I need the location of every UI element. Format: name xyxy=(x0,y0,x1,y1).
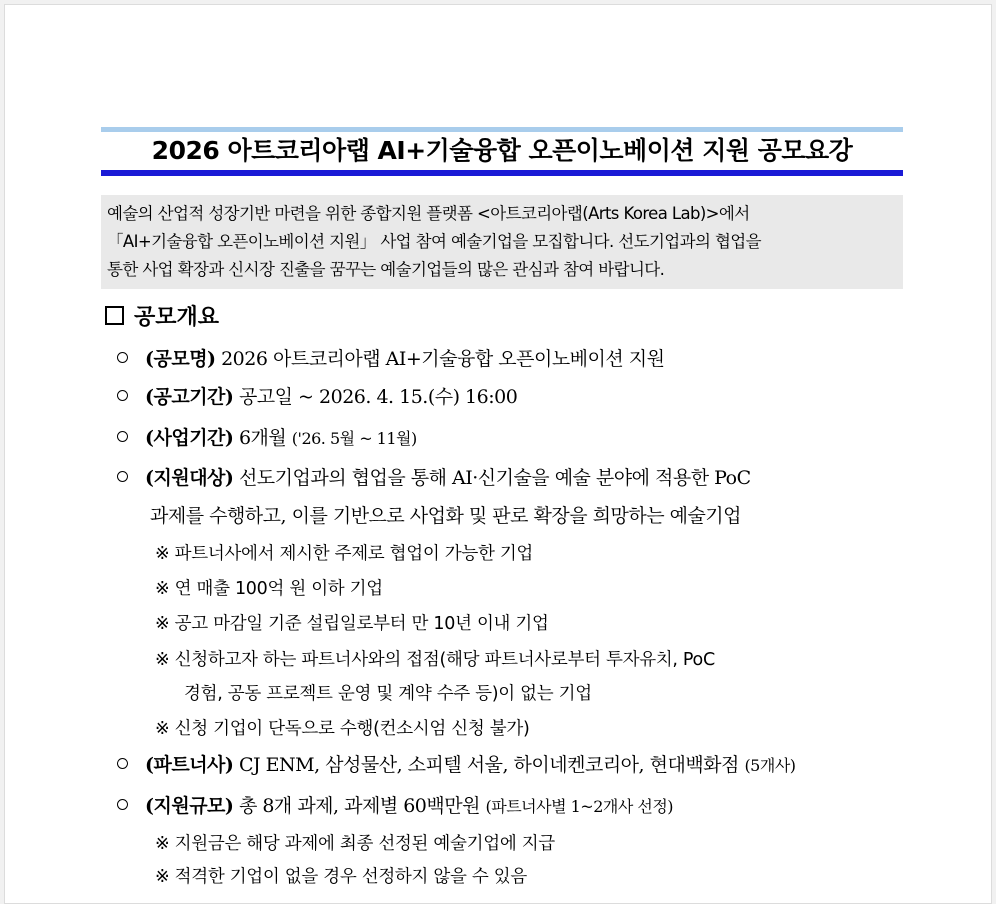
item-text: 6개월 xyxy=(238,427,287,449)
item-label: (파트너사) xyxy=(145,754,234,776)
eligibility-note: ※ 신청 기업이 단독으로 수행(컨소시엄 신청 불가) xyxy=(155,719,530,739)
item-support-scale xyxy=(117,791,673,818)
item-text: 총 8개 과제, 과제별 60백만원 xyxy=(238,795,480,817)
circle-bullet-icon xyxy=(117,471,128,482)
circle-bullet-icon xyxy=(117,431,128,442)
item-notice-period xyxy=(117,382,517,409)
item-text: CJ ENM, 삼성물산, 소피텔 서울, 하이네켄코리아, 현대백화점 xyxy=(238,754,739,776)
item-label: (지원대상) xyxy=(145,467,234,489)
intro-line: 「AI+기술융합 오픈이노베이션 지원」 사업 참여 예술기업을 모집합니다. 선도기업과의 협업을 xyxy=(107,232,761,251)
item-label: (공고기간) xyxy=(145,386,234,408)
eligibility-note: ※ 공고 마감일 기준 설립일로부터 만 10년 이내 기업 xyxy=(155,614,549,634)
item-eligibility xyxy=(117,463,751,490)
circle-bullet-icon xyxy=(117,390,128,401)
item-subtext: (5개사) xyxy=(744,756,796,775)
intro-line: 예술의 산업적 성장기반 마련을 위한 종합지원 플랫폼 <아트코리아랩(Arts Korea Lab)>에서 xyxy=(107,204,750,223)
item-contest-name xyxy=(117,344,664,371)
item-subtext: (파트너사별 1~2개사 선정) xyxy=(485,797,674,816)
document-page xyxy=(4,4,992,904)
eligibility-note-cont: 경험, 공동 프로젝트 운영 및 계약 수주 등)이 없는 기업 xyxy=(184,684,592,704)
item-text: 공고일 ~ 2026. 4. 15.(수) 16:00 xyxy=(238,386,518,408)
item-subtext: ('26. 5월 ~ 11월) xyxy=(291,429,417,448)
scale-note: ※ 적격한 기업이 없을 경우 선정하지 않을 수 있음 xyxy=(155,867,527,887)
title-banner xyxy=(101,127,903,176)
item-text: 2026 아트코리아랩 AI+기술융합 오픈이노베이션 지원 xyxy=(221,348,665,370)
title-bottom-rule xyxy=(101,170,903,176)
section-title: 공모개요 xyxy=(134,305,220,330)
eligibility-note: ※ 연 매출 100억 원 이하 기업 xyxy=(155,579,383,599)
scale-note: ※ 지원금은 해당 과제에 최종 선정된 예술기업에 지급 xyxy=(155,834,555,854)
item-eligibility-cont: 과제를 수행하고, 이를 기반으로 사업화 및 판로 확장을 희망하는 예술기업 xyxy=(150,505,742,527)
item-partners xyxy=(117,750,796,777)
item-business-period xyxy=(117,423,417,450)
circle-bullet-icon xyxy=(117,758,128,769)
checkbox-square-icon xyxy=(105,306,124,325)
item-text: 선도기업과의 협업을 통해 AI·신기술을 예술 분야에 적용한 PoC xyxy=(238,467,751,489)
intro-box xyxy=(101,195,903,289)
section-heading xyxy=(105,300,219,331)
item-label: (사업기간) xyxy=(145,427,234,449)
circle-bullet-icon xyxy=(117,799,128,810)
circle-bullet-icon xyxy=(117,352,128,363)
eligibility-note: ※ 파트너사에서 제시한 주제로 협업이 가능한 기업 xyxy=(155,544,534,564)
item-label: (지원규모) xyxy=(145,795,234,817)
document-title: 2026 아트코리아랩 AI+기술융합 오픈이노베이션 지원 공모요강 xyxy=(151,136,853,165)
item-label: (공모명) xyxy=(145,348,216,370)
intro-line: 통한 사업 확장과 신시장 진출을 꿈꾸는 예술기업들의 많은 관심과 참여 바랍니다. xyxy=(107,260,665,279)
eligibility-note: ※ 신청하고자 하는 파트너사와의 접점(해당 파트너사로부터 투자유치, PoC xyxy=(155,650,715,670)
